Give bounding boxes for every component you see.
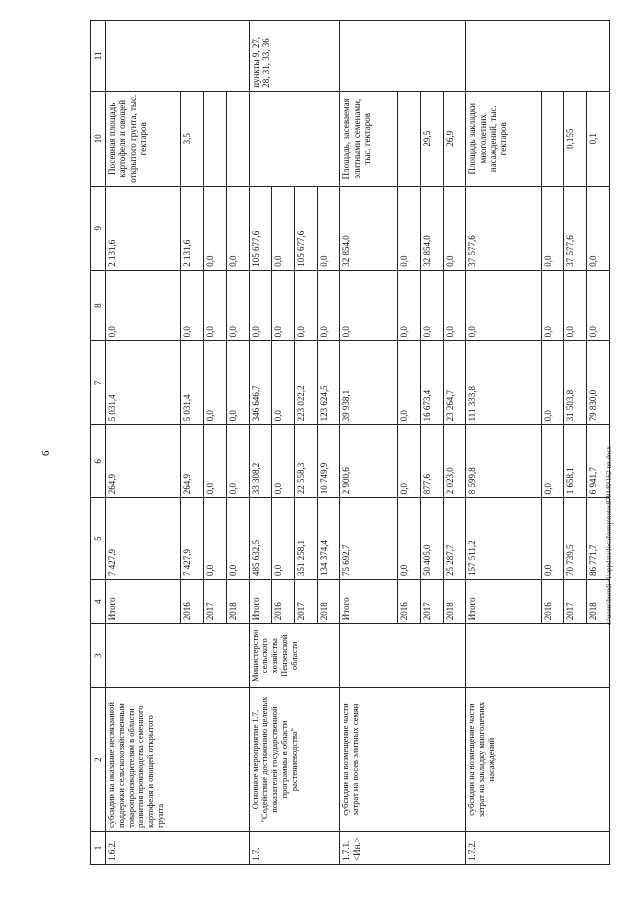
year-cell: 2017 — [204, 580, 227, 624]
item-number: 1.7. — [249, 831, 340, 864]
item-number-note: <Ин.> — [351, 837, 362, 861]
year-cell: 2016 — [541, 580, 564, 624]
value-federal: 0,0 — [541, 425, 564, 498]
year-cell: Итого — [340, 580, 398, 624]
indicator-name: Площадь закладки многолетних насаждений, тыс. гектаров — [466, 91, 541, 186]
year-cell: 2016 — [181, 580, 204, 624]
value-regional: 0,0 — [272, 341, 295, 425]
program-table — [90, 20, 610, 865]
value-other: 37 577,6 — [466, 186, 541, 270]
year-cell: Итого — [249, 580, 272, 624]
col-header: 7 — [91, 341, 106, 425]
year-cell: 2018 — [317, 580, 340, 624]
value-regional: 0,0 — [204, 341, 227, 425]
value-federal: 33 308,2 — [249, 425, 272, 498]
value-local: 0,0 — [106, 270, 181, 341]
value-regional: 79 830,0 — [587, 341, 610, 425]
col-header: 1 — [91, 831, 106, 864]
item-executor: Министерство сельского хозяйства Пензенской области — [249, 624, 340, 688]
value-other: 2 131,6 — [181, 186, 204, 270]
col-header: 10 — [91, 91, 106, 186]
value-local: 0,0 — [272, 270, 295, 341]
value-regional: 23 264,7 — [443, 341, 466, 425]
page-number: 6 — [40, 450, 52, 456]
value-federal: 1 658,1 — [564, 425, 587, 498]
value-total: 0,0 — [398, 498, 421, 580]
value-local: 0,0 — [226, 270, 249, 341]
value-federal: 8 599,8 — [466, 425, 541, 498]
value-federal: 2 023,0 — [443, 425, 466, 498]
year-cell: 2018 — [587, 580, 610, 624]
value-regional: 5 031,4 — [106, 341, 181, 425]
year-cell: Итого — [466, 580, 541, 624]
value-local: 0,0 — [294, 270, 317, 341]
column-number-row — [91, 21, 106, 865]
value-total: 134 374,4 — [317, 498, 340, 580]
item-number-main: 1.7.1. — [341, 840, 352, 861]
indicator-value — [226, 91, 249, 186]
indicator-value — [204, 91, 227, 186]
points-cell — [106, 21, 250, 92]
year-cell: 2016 — [272, 580, 295, 624]
value-federal: 0,0 — [226, 425, 249, 498]
value-federal: 0,0 — [398, 425, 421, 498]
value-other: 32 854,0 — [420, 186, 443, 270]
value-other: 0,0 — [204, 186, 227, 270]
footer-file-path: c:\users\borodi~1\appdata\local\temp\notes879440\162-nn.docx — [605, 446, 613, 625]
indicator-value: 29,5 — [420, 91, 443, 186]
value-other: 0,0 — [541, 186, 564, 270]
table-row — [340, 21, 398, 865]
col-header: 11 — [91, 21, 106, 92]
indicator-value: 0,155 — [564, 91, 587, 186]
points-cell — [340, 21, 466, 92]
value-other: 0,0 — [226, 186, 249, 270]
value-total: 50 405,0 — [420, 498, 443, 580]
value-total: 0,0 — [272, 498, 295, 580]
indicator-value — [541, 91, 564, 186]
col-header: 9 — [91, 186, 106, 270]
indicator-value: 26,9 — [443, 91, 466, 186]
value-other: 105 677,6 — [249, 186, 272, 270]
col-header: 8 — [91, 270, 106, 341]
value-total: 86 771,7 — [587, 498, 610, 580]
value-other: 37 577,6 — [564, 186, 587, 270]
indicator-name: Посевная площадь картофеля и овощей открытого грунта, тыс. гектаров — [106, 91, 181, 186]
item-name: субсидии на оказание несвязанной поддержки сельскохозяйственным товаропроизводителям в области развития производства семенного картофеля и овощей открытого грунта — [106, 688, 250, 832]
item-number: 1.7.2. — [466, 831, 610, 864]
col-header: 4 — [91, 580, 106, 624]
col-header: 5 — [91, 498, 106, 580]
indicator-name: Площадь, засеваемая элитными семенами, тыс. гектаров — [340, 91, 398, 186]
value-other: 0,0 — [272, 186, 295, 270]
value-total: 70 739,5 — [564, 498, 587, 580]
value-local: 0,0 — [564, 270, 587, 341]
year-cell: 2016 — [398, 580, 421, 624]
item-number: 1.6.2. — [106, 831, 250, 864]
value-total: 7 427,9 — [181, 498, 204, 580]
table-row — [106, 21, 181, 865]
value-federal: 264,9 — [181, 425, 204, 498]
value-other: 0,0 — [587, 186, 610, 270]
value-local: 0,0 — [541, 270, 564, 341]
value-federal: 10 749,9 — [317, 425, 340, 498]
value-local: 0,0 — [340, 270, 398, 341]
value-regional: 111 333,8 — [466, 341, 541, 425]
value-total: 351 258,1 — [294, 498, 317, 580]
value-total: 7 427,9 — [106, 498, 181, 580]
value-federal: 264,9 — [106, 425, 181, 498]
value-regional: 0,0 — [226, 341, 249, 425]
item-name: субсидии на возмещение части затрат на посев элитных семян — [340, 688, 466, 832]
points-cell: пункты 9, 27, 28, 31, 33, 36 — [249, 21, 340, 92]
value-federal: 0,0 — [272, 425, 295, 498]
points-cell — [466, 21, 610, 92]
value-other: 105 677,6 — [294, 186, 317, 270]
item-name: Основное мероприятие 1.7. "Содействие достижению целевых показателей государственной программы в области растениеводства" — [249, 688, 340, 832]
value-total: 0,0 — [541, 498, 564, 580]
value-regional: 123 624,5 — [317, 341, 340, 425]
value-regional: 223 022,2 — [294, 341, 317, 425]
value-federal: 22 558,3 — [294, 425, 317, 498]
table-row — [466, 21, 541, 865]
table-row — [249, 21, 272, 865]
indicator-value — [398, 91, 421, 186]
indicator-name — [249, 91, 340, 186]
value-federal: 6 941,7 — [587, 425, 610, 498]
value-federal: 877,6 — [420, 425, 443, 498]
value-other: 0,0 — [443, 186, 466, 270]
value-total: 25 287,7 — [443, 498, 466, 580]
value-local: 0,0 — [398, 270, 421, 341]
col-header: 3 — [91, 624, 106, 688]
value-local: 0,0 — [420, 270, 443, 341]
indicator-value: 0,1 — [587, 91, 610, 186]
value-other: 32 854,0 — [340, 186, 398, 270]
item-executor — [466, 624, 610, 688]
value-regional: 0,0 — [541, 341, 564, 425]
value-regional: 0,0 — [398, 341, 421, 425]
item-name: субсидии на возмещение части затрат на закладку многолетних насаждений — [466, 688, 610, 832]
value-local: 0,0 — [317, 270, 340, 341]
value-local: 0,0 — [443, 270, 466, 341]
value-local: 0,0 — [181, 270, 204, 341]
value-total: 485 632,5 — [249, 498, 272, 580]
value-local: 0,0 — [249, 270, 272, 341]
year-cell: 2017 — [294, 580, 317, 624]
value-total: 75 692,7 — [340, 498, 398, 580]
value-local: 0,0 — [587, 270, 610, 341]
value-local: 0,0 — [466, 270, 541, 341]
year-cell: 2017 — [420, 580, 443, 624]
value-regional: 16 673,4 — [420, 341, 443, 425]
value-regional: 31 503,8 — [564, 341, 587, 425]
value-regional: 39 938,1 — [340, 341, 398, 425]
col-header: 2 — [91, 688, 106, 832]
value-total: 157 511,2 — [466, 498, 541, 580]
value-federal: 2 900,6 — [340, 425, 398, 498]
rotated-table-canvas — [90, 20, 610, 865]
item-executor — [106, 624, 250, 688]
value-local: 0,0 — [204, 270, 227, 341]
indicator-value: 3,5 — [181, 91, 204, 186]
year-cell: Итого — [106, 580, 181, 624]
value-other: 0,0 — [317, 186, 340, 270]
year-cell: 2017 — [564, 580, 587, 624]
value-total: 0,0 — [226, 498, 249, 580]
value-total: 0,0 — [204, 498, 227, 580]
year-cell: 2018 — [226, 580, 249, 624]
year-cell: 2018 — [443, 580, 466, 624]
value-other: 2 131,6 — [106, 186, 181, 270]
value-federal: 0,0 — [204, 425, 227, 498]
value-regional: 5 031,4 — [181, 341, 204, 425]
item-executor — [340, 624, 466, 688]
value-other: 0,0 — [398, 186, 421, 270]
col-header: 6 — [91, 425, 106, 498]
value-regional: 346 646,7 — [249, 341, 272, 425]
item-number — [340, 831, 466, 864]
